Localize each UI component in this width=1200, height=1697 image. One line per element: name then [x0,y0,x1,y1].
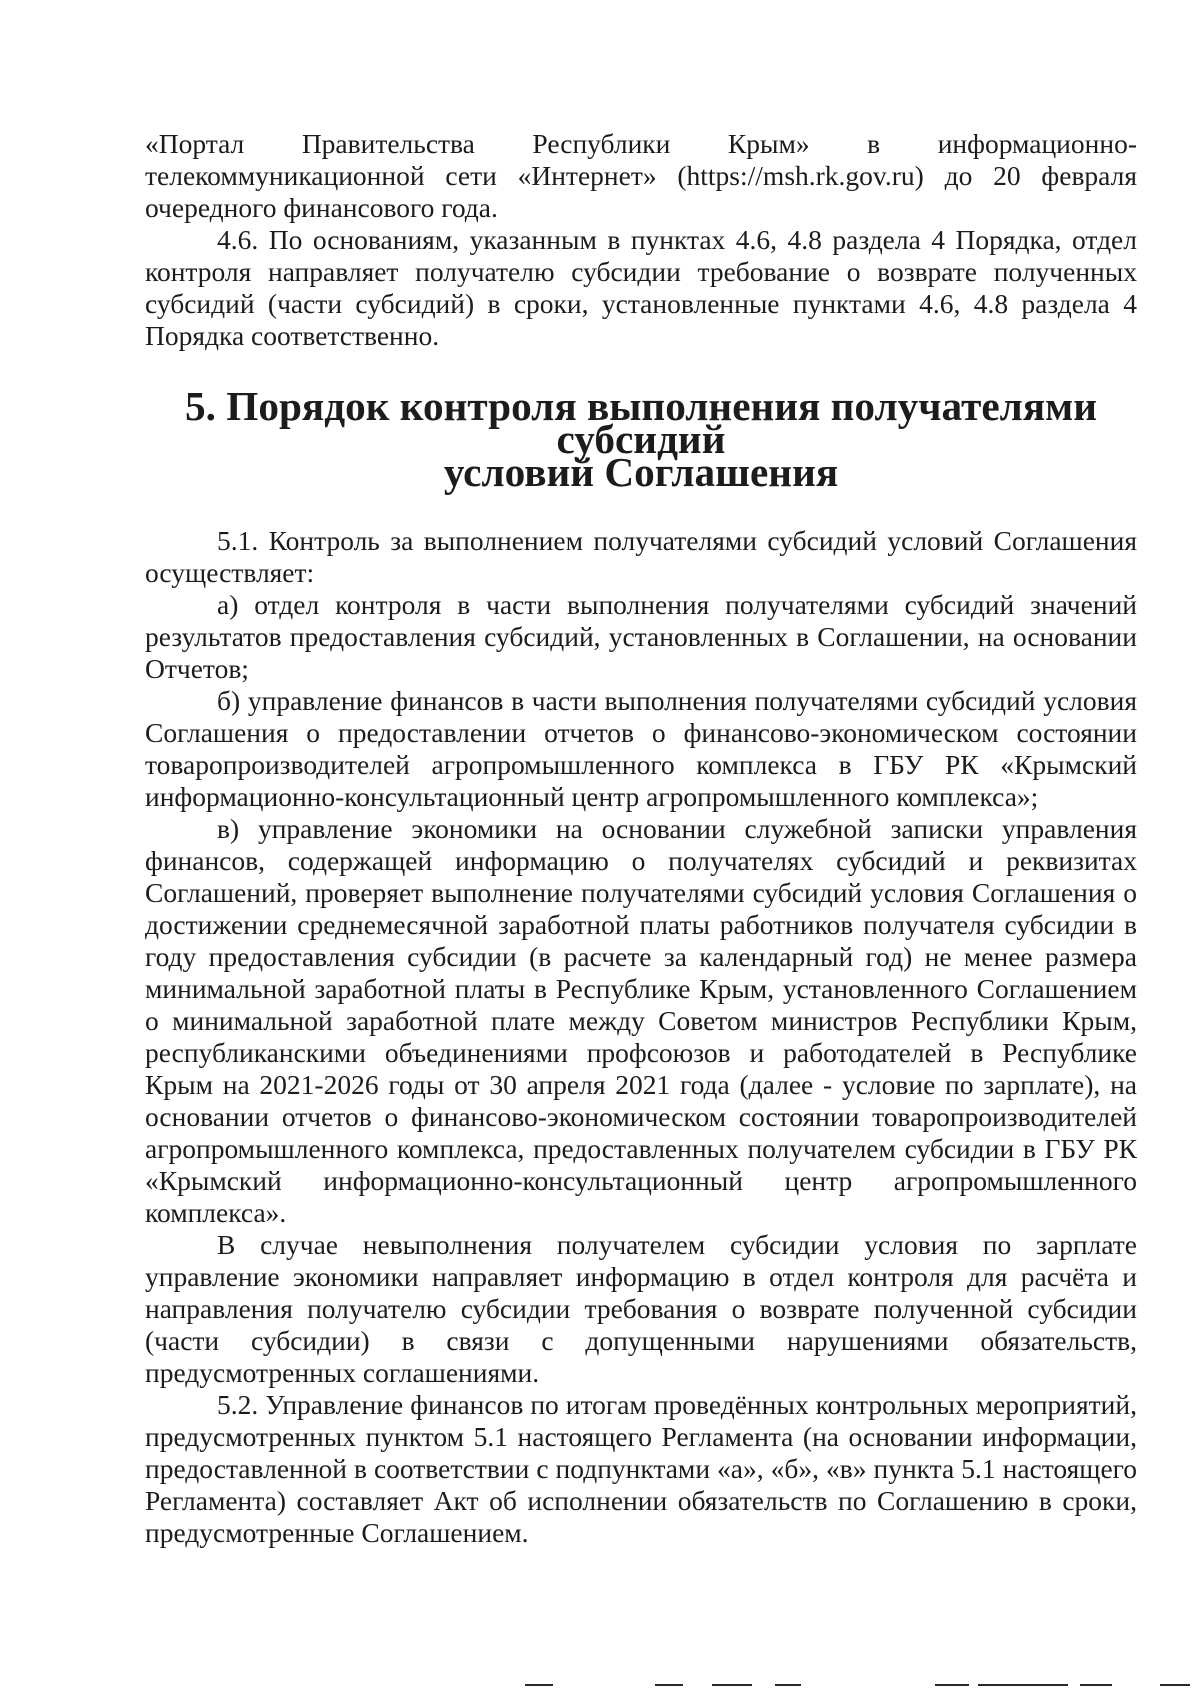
paragraph-4-6: 4.6. По основаниям, указанным в пунктах 4.6, 4.8 раздела 4 Порядка, отдел контроля направляет получателю субсидии требование о возврате полученных субсидий (части субсидий) в сроки, установленные пунктами 4.6, 4.8 раздела 4 Порядка соответственно. [145,224,1137,351]
scan-mark [978,1684,1068,1686]
scan-mark [935,1684,969,1686]
section-heading-line-1: 5. Порядок контроля выполнения получателями субсидий [184,383,1097,462]
document-page [145,128,1137,1549]
paragraph-5-1-v: в) управление экономики на основании служебной записки управления финансов, содержащей информацию о получателях субсидий и реквизитах Соглашений, проверяет выполнение получателями субсидий условия Соглашения о достижении среднемесячной заработной платы работников получателя субсидии в году предоставления субсидии (в расчете за календарный год) не менее размера минимальной заработной платы в Республике Крым, установленного Соглашением о минимальной заработной плате между Советом министров Республики Крым, республиканскими объединениями профсоюзов и работодателей в Республике Крым на 2021-2026 годы от 30 апреля 2021 года (далее - условие по зарплате), на основании отчетов о финансово-экономическом состоянии товаропроизводителей агропромышленного комплекса, предоставленных получателем субсидии в ГБУ РК «Крымский информационно-консультационный центр агропромышленного комплекса». [145,813,1137,1228]
scan-mark [525,1684,553,1686]
paragraph-5-1-b: б) управление финансов в части выполнения получателями субсидий условия Соглашения о предоставлении отчетов о финансово-экономическом состоянии товаропроизводителей агропромышленного комплекса в ГБУ РК «Крымский информационно-консультационный центр агропромышленного комплекса»; [145,685,1137,812]
section-heading-line-2: условий Соглашения [443,449,839,495]
paragraph-portal-publication: «Портал Правительства Республики Крым» в информационно-телекоммуникационной сети «Интернет» (https://msh.rk.gov.ru) до 20 февраля очередного финансового года. [145,128,1137,223]
paragraph-5-1: 5.1. Контроль за выполнением получателями субсидий условий Соглашения осуществляет: [145,525,1137,588]
scan-mark [1160,1684,1190,1686]
scan-mark [775,1684,801,1686]
scan-mark [712,1684,752,1686]
section-heading [145,383,1137,495]
scan-mark [1080,1684,1112,1686]
scan-edge-marks [0,1684,1200,1690]
paragraph-5-2: 5.2. Управление финансов по итогам проведённых контрольных мероприятий, предусмотренных пунктом 5.1 настоящего Регламента (на основании информации, предоставленной в соответствии с подпунктами «а», «б», «в» пункта 5.1 настоящего Регламента) составляет Акт об исполнении обязательств по Соглашению в сроки, предусмотренные Соглашением. [145,1389,1137,1548]
scan-mark [655,1684,683,1686]
paragraph-salary-violation: В случае невыполнения получателем субсидии условия по зарплате управление экономики направляет информацию в отдел контроля для расчёта и направления получателю субсидии требования о возврате полученной субсидии (части субсидии) в связи с допущенными нарушениями обязательств, предусмотренных соглашениями. [145,1229,1137,1388]
paragraph-5-1-a: а) отдел контроля в части выполнения получателями субсидий значений результатов предоставления субсидий, установленных в Соглашении, на основании Отчетов; [145,589,1137,684]
